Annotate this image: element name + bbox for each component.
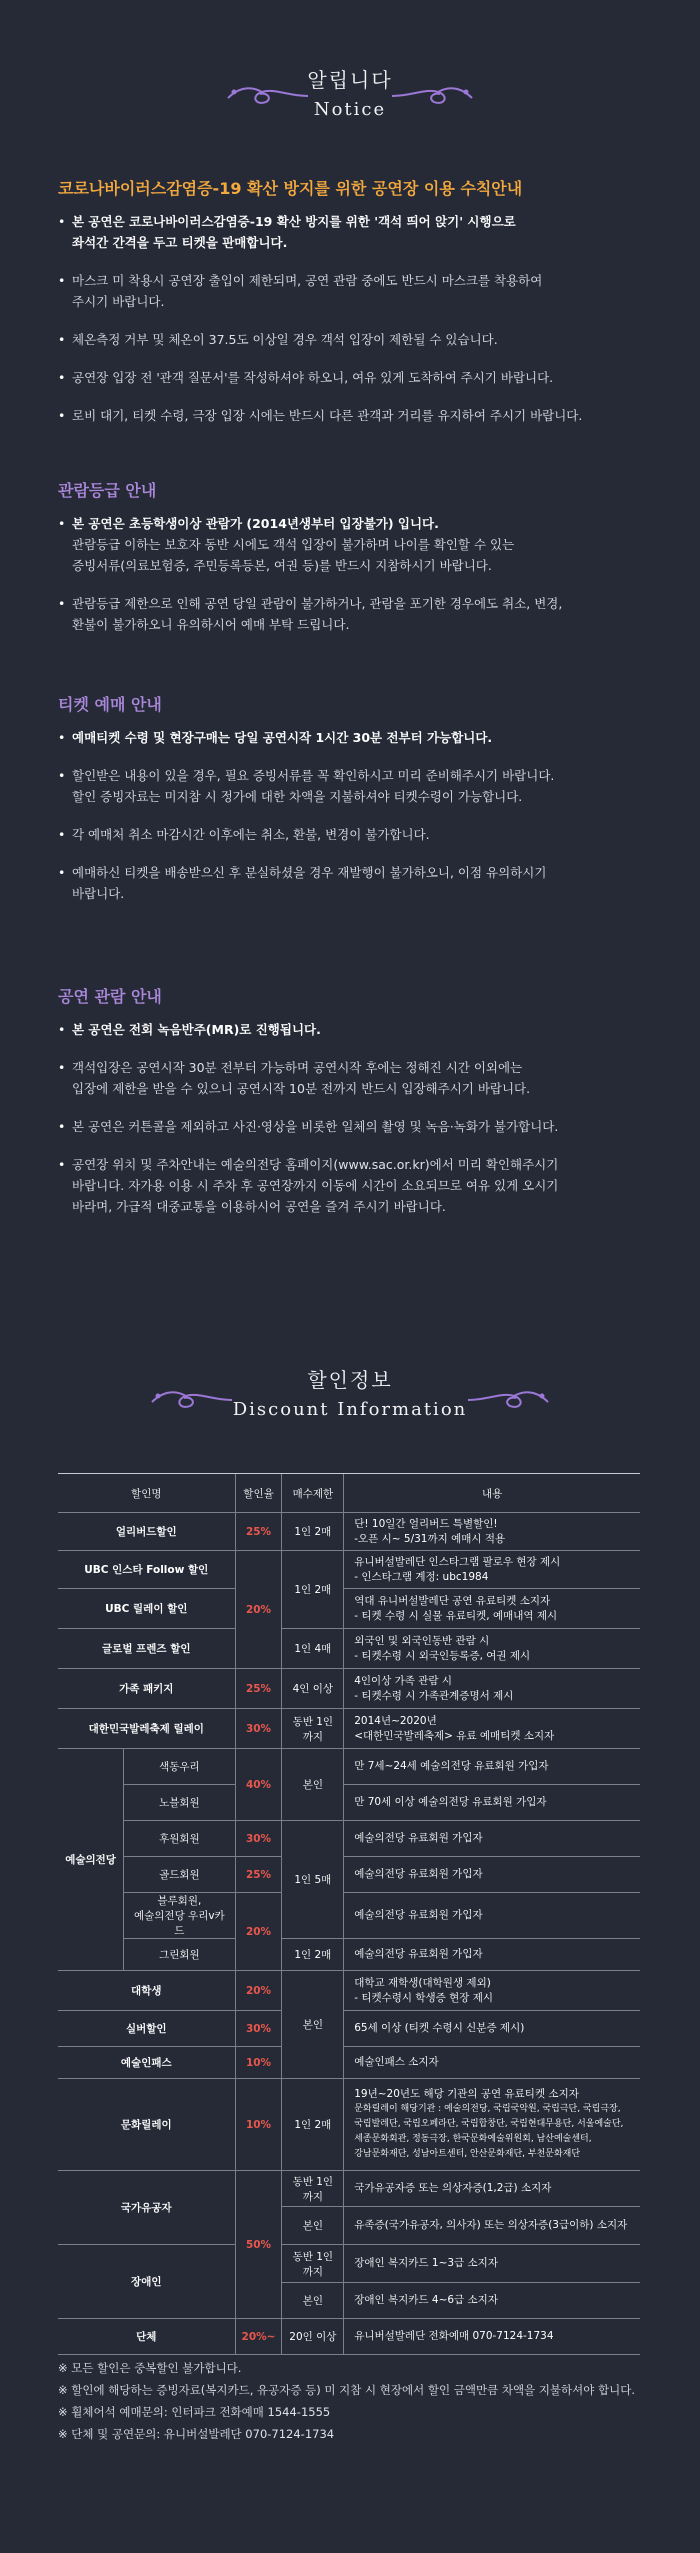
list-item: • 할인받은 내용이 있을 경우, 필요 증빙서류를 꼭 확인하시고 미리 준비해주시기 바랍니다. 할인 증빙자료는 미지참 시 정가에 대한 차액을 지불하셔야 티켓수령이 가능합니다. — [58, 765, 658, 807]
footnotes — [58, 2357, 678, 2445]
list-item: • 관람등급 제한으로 인해 공연 당일 관람이 불가하거나, 관람을 포기한 경우에도 취소, 변경, 환불이 불가하오니 유의하시어 예매 부탁 드립니다. — [58, 593, 658, 635]
list-item: • 본 공연은 커튼콜을 제외하고 사진·영상을 비롯한 일체의 촬영 및 녹음·녹화가 불가합니다. — [58, 1116, 658, 1137]
table-row: 예술인패스 10% 예술인패스 소지자 — [58, 2047, 640, 2079]
col-header-limit: 매수제한 — [282, 1474, 344, 1513]
footnote: ※ 모든 할인은 중복할인 불가합니다. — [58, 2361, 242, 2375]
footnote: ※ 할인에 해당하는 증빙자료(복지카드, 유공자증 등) 미 지참 시 현장에서 할인 금액만큼 차액을 지불하셔야 합니다. — [58, 2383, 635, 2397]
list-item: • 본 공연은 전회 녹음반주(MR)로 진행됩니다. — [58, 1019, 658, 1040]
notice-heading-ko: 알립니다 — [307, 68, 393, 92]
list-item: • 예매티켓 수령 및 현장구매는 당일 공연시작 1시간 30분 전부터 가능합니다. — [58, 727, 658, 748]
list-item: • 로비 대기, 티켓 수령, 극장 입장 시에는 반드시 다른 관객과 거리를 유지하여 주시기 바랍니다. — [58, 405, 658, 426]
table-row: 대학생 20% 본인 대학교 재학생(대학원생 제외) - 티켓수령시 학생증 현장 제시 — [58, 1971, 640, 2011]
table-row: 블루회원, 예술의전당 우리v카드 20% 예술의전당 유료회원 가입자 — [58, 1893, 640, 1939]
group-label: 예술의전당 — [58, 1749, 124, 1971]
section-title: 공연 관람 안내 — [58, 987, 162, 1006]
section-ticket — [58, 692, 658, 921]
table-row: 본인 장애인 복지카드 4~6급 소지자 — [58, 2283, 640, 2319]
col-header-name: 할인명 — [58, 1474, 235, 1513]
col-header-content: 내용 — [344, 1474, 640, 1513]
section-viewing — [58, 984, 658, 1234]
list-item: • 마스크 미 착용시 공연장 출입이 제한되며, 공연 관람 중에도 반드시 마스크를 착용하여 주시기 바랍니다. — [58, 270, 658, 312]
section-covid — [58, 176, 658, 443]
table-row: UBC 릴레이 할인 역대 유니버설발레단 공연 유료티켓 소지자 - 티켓 수령 시 실물 유료티켓, 예매내역 제시 — [58, 1589, 640, 1629]
col-header-rate: 할인율 — [235, 1474, 282, 1513]
list-item: • 본 공연은 초등학생이상 관람가 (2014년생부터 입장불가) 입니다. 관람등급 이하는 보호자 동반 시에도 객석 입장이 불가하며 나이를 확인할 수 있는 증빙서류(의료보험증, 주민등록등본, 여권 등)를 반드시 지참하시기 바랍니다. — [58, 513, 658, 576]
list-item: • 각 예매처 취소 마감시간 이후에는 취소, 환불, 변경이 불가합니다. — [58, 824, 658, 845]
table-row: 후원회원 30% 1인 5매 예술의전당 유료회원 가입자 — [58, 1821, 640, 1857]
section-rating — [58, 478, 658, 652]
table-row: 대한민국발레축제 릴레이 30% 동반 1인까지 2014년~2020년 <대한민국발레축제> 유료 예매티켓 소지자 — [58, 1709, 640, 1749]
table-row: 예술의전당 색동우리 40% 본인 만 7세~24세 예술의전당 유료회원 가입자 — [58, 1749, 640, 1785]
table-row: 문화릴레이 10% 1인 2매 19년~20년도 해당 기관의 공연 유료티켓 소지자 문화릴레이 해당기관 : 예술의전당, 국립국악원, 국립극단, 국립극장, 국립발레단, 국립오페라단, 국립합창단, 국립현대무용단, 서울예술단, 세종문화회관, 정동극장, 한국문화예술위원회, 남산예술센터, 강남문화재단, 성남아트센터, 안산문화재단, 부천문화재단 — [58, 2079, 640, 2171]
discount-heading-en: Discount Information — [232, 1399, 468, 1420]
list-item: • 공연장 입장 전 '관객 질문서'를 작성하셔야 하오니, 여유 있게 도착하여 주시기 바랍니다. — [58, 367, 658, 388]
section-title: 코로나바이러스감염증-19 확산 방지를 위한 공연장 이용 수칙안내 — [58, 179, 523, 198]
list-item: • 객석입장은 공연시작 30분 전부터 가능하며 공연시작 후에는 정해진 시간 이외에는 입장에 제한을 받을 수 있으니 공연시작 10분 전까지 반드시 입장해주시기 바랍니다. — [58, 1057, 658, 1099]
table-row: 노블회원 만 70세 이상 예술의전당 유료회원 가입자 — [58, 1785, 640, 1821]
list-item: • 공연장 위치 및 주차안내는 예술의전당 홈페이지(www.sac.or.kr)에서 미리 확인해주시기 바랍니다. 자가용 이용 시 주차 후 공연장까지 이동에 시간이 소요되므로 여유 있게 오시기 바라며, 가급적 대중교통을 이용하시어 공연을 즐겨 주시기 바랍니다. — [58, 1154, 658, 1217]
notice-heading-en: Notice — [313, 99, 387, 120]
table-row: 본인 유족증(국가유공자, 의사자) 또는 의상자증(3급이하) 소지자 — [58, 2207, 640, 2245]
discount-heading — [0, 1364, 700, 1420]
footnote: ※ 휠체어석 예매문의: 인터파크 전화예매 1544-1555 — [58, 2405, 331, 2419]
table-row: 단체 20%~ 20인 이상 유니버설발레단 전화예매 070-7124-1734 — [58, 2319, 640, 2355]
table-row: 실버할인 30% 65세 이상 (티켓 수령시 신분증 제시) — [58, 2011, 640, 2047]
list-item: • 본 공연은 코로나바이러스감염증-19 확산 방지를 위한 '객석 띄어 앉기' 시행으로 좌석간 간격을 두고 티켓을 판매합니다. — [58, 211, 658, 253]
table-row: 국가유공자 50% 동반 1인까지 국가유공자증 또는 의상자증(1,2급) 소지자 — [58, 2171, 640, 2207]
notice-heading — [0, 64, 700, 120]
table-row: UBC 인스타 Follow 할인 20% 1인 2매 유니버설발레단 인스타그램 팔로우 현장 제시 - 인스타그램 계정: ubc1984 — [58, 1551, 640, 1589]
table-row: 얼리버드할인 25% 1인 2매 단! 10일간 얼리버드 특별할인! -오픈 시~ 5/31까지 예매시 적용 — [58, 1513, 640, 1551]
list-item: • 예매하신 티켓을 배송받으신 후 분실하셨을 경우 재발행이 불가하오니, 이점 유의하시기 바랍니다. — [58, 862, 658, 904]
section-title: 티켓 예매 안내 — [58, 695, 162, 714]
footnote: ※ 단체 및 공연문의: 유니버설발레단 070-7124-1734 — [58, 2427, 335, 2441]
table-row: 장애인 동반 1인까지 장애인 복지카드 1~3급 소지자 — [58, 2245, 640, 2283]
table-header-row — [58, 1474, 640, 1513]
discount-heading-ko: 할인정보 — [307, 1368, 393, 1392]
list-item: • 체온측정 거부 및 체온이 37.5도 이상일 경우 객석 입장이 제한될 수 있습니다. — [58, 329, 658, 350]
discount-table — [58, 1473, 640, 2355]
table-row: 가족 패키지 25% 4인 이상 4인이상 가족 관람 시 - 티켓수령 시 가족관계증명서 제시 — [58, 1669, 640, 1709]
table-row: 글로벌 프렌즈 할인 1인 4매 외국인 및 외국인동반 관람 시 - 티켓수령 시 외국인등록증, 여권 제시 — [58, 1629, 640, 1669]
table-row: 그린회원 1인 2매 예술의전당 유료회원 가입자 — [58, 1939, 640, 1971]
table-row: 골드회원 25% 예술의전당 유료회원 가입자 — [58, 1857, 640, 1893]
section-title: 관람등급 안내 — [58, 481, 157, 500]
